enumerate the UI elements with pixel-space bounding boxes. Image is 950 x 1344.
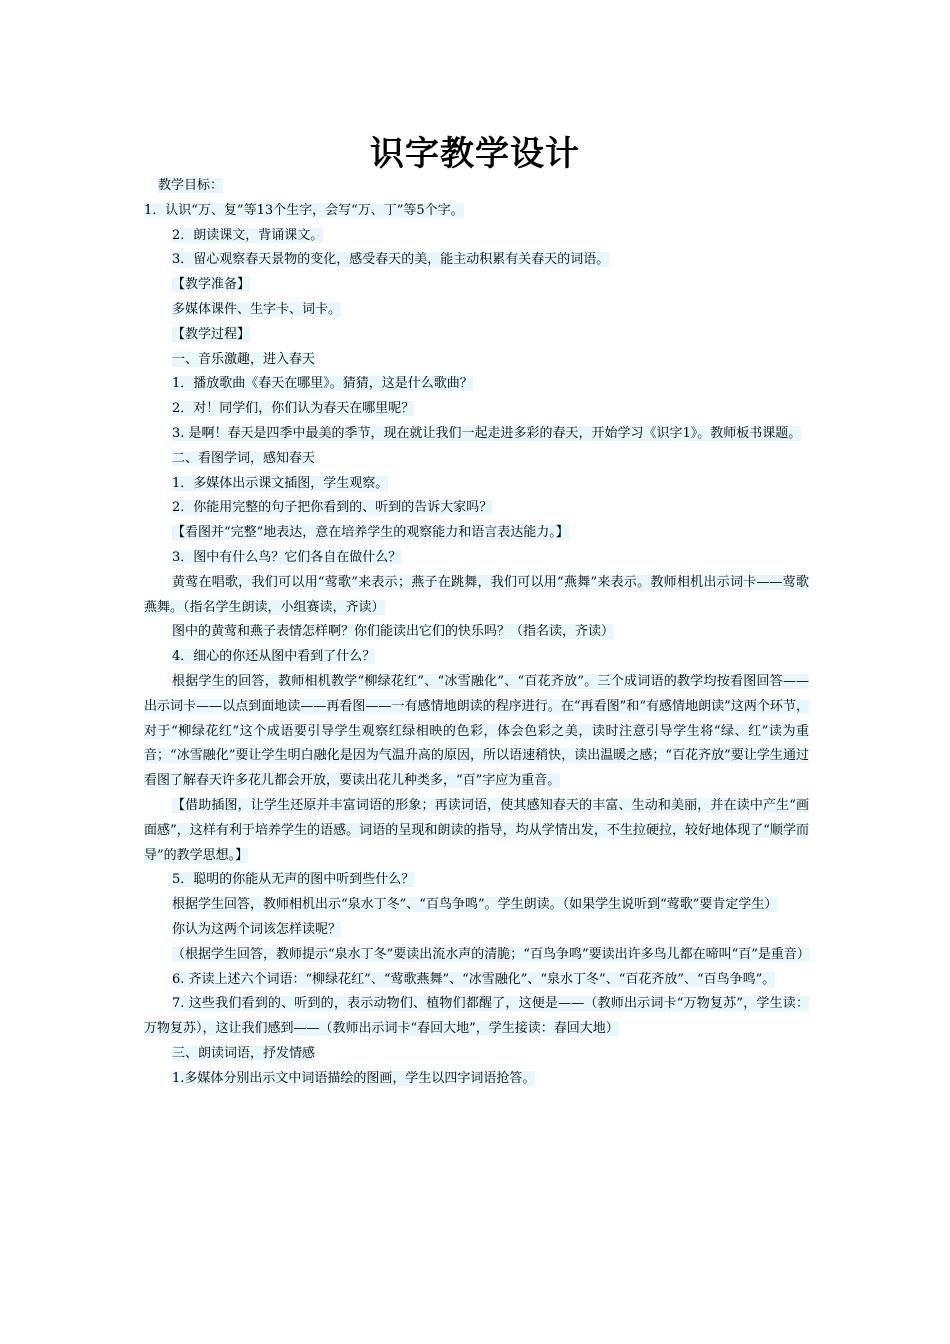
paragraph-text: 【教学过程】 <box>172 326 251 342</box>
paragraph-text: 3．图中有什么鸟？它们各自在做什么？ <box>172 549 402 565</box>
document-title: 识字教学设计 <box>370 134 580 174</box>
paragraph-text: 二、看图学词，感知春天 <box>172 450 316 466</box>
paragraph-text: 6. 齐读上述六个词语：“柳绿花红”、“莺歌燕舞”、“冰雪融化”、“泉水丁冬”、“百花齐放”、“百鸟争鸣”。 <box>172 971 776 987</box>
paragraph <box>144 397 809 422</box>
paragraph-text: 根据学生的回答，教师相机教学“柳绿花红”、“冰雪融化”、“百花齐放”。三个成词语的教学均按看图回答——出示词卡——以点到面地读——再看图——一有感情地朗读的程序进行。在“再看图”和“有感情地朗读”这两个环节，对于“柳绿花红”这个成语要引导学生观察红绿相映的色彩，体会色彩之美，读时注意引导学生将“绿、红”读为重音；“冰雪融化”要让学生明白融化是因为气温升高的原因，所以语速稍快，读出温暖之感；“百花齐放”要让学生通过看图了解春天许多花儿都会开放，要读出花儿种类多，“百”字应为重音。 <box>144 673 809 789</box>
paragraph <box>144 1042 809 1067</box>
paragraph-text: 根据学生回答，教师相机出示“泉水丁冬”、“百鸟争鸣”。学生朗读。（如果学生说听到“莺歌”要肯定学生） <box>172 897 778 913</box>
paragraph-text: 4．细心的你还从图中看到了什么？ <box>172 649 376 665</box>
paragraph-text: 【教学准备】 <box>172 277 251 293</box>
paragraph <box>144 447 809 472</box>
paragraph <box>144 943 809 968</box>
paragraph <box>144 496 809 521</box>
paragraph-text: （根据学生回答，教师提示“泉水丁冬”要读出流水声的清脆；“百鸟争鸣”要读出许多鸟儿都在啼叫“百”是重音） <box>172 946 810 962</box>
paragraph <box>144 794 809 868</box>
paragraph <box>144 422 809 447</box>
paragraph <box>144 571 809 621</box>
paragraph <box>144 1067 809 1092</box>
paragraph-text: 1．多媒体出示课文插图，学生观察。 <box>172 475 389 491</box>
paragraph-text: 三、朗读词语，抒发情感 <box>172 1045 316 1061</box>
paragraph <box>144 992 809 1042</box>
paragraph-text: 3．留心观察春天景物的变化，感受春天的美，能主动积累有关春天的词语。 <box>172 252 610 268</box>
paragraph-text: 图中的黄莺和燕子表情怎样啊？你们能读出它们的快乐吗？（指名读，齐读） <box>172 624 615 640</box>
paragraph-text: 黄莺在唱歌，我们可以用“莺歌”来表示；燕子在跳舞，我们可以用“燕舞”来表示。教师相机出示词卡——莺歌燕舞。（指名学生朗读，小组赛读，齐读） <box>144 574 809 615</box>
paragraph-text: 你认为这两个词该怎样读呢？ <box>172 921 342 937</box>
paragraph <box>144 620 809 645</box>
paragraph <box>144 645 809 670</box>
paragraph-text: 1．认识“万、复”等13个生字，会写“万、丁”等5个字。 <box>144 202 464 218</box>
paragraph <box>144 273 809 298</box>
paragraph-text: 1．播放歌曲《春天在哪里》。猜猜，这是什么歌曲？ <box>172 376 473 392</box>
paragraph <box>144 893 809 918</box>
paragraph <box>144 968 809 993</box>
paragraph <box>144 224 809 249</box>
paragraph <box>144 918 809 943</box>
paragraph-text: 【借助插图，让学生还原并丰富词语的形象；再读词语，使其感知春天的丰富、生动和美丽，并在读中产生“画面感”，这样有利于培养学生的语感。词语的呈现和朗读的指导，均从学情出发，不生拉硬拉，较好地体现了“顺学而导”的教学思想。】 <box>144 797 809 863</box>
paragraph-text: 【看图并“完整”地表达，意在培养学生的观察能力和语言表达能力。】 <box>172 525 569 541</box>
paragraph-text: 3. 是啊！春天是四季中最美的季节，现在就让我们一起走进多彩的春天，开始学习《识字1》。教师板书课题。 <box>172 425 802 441</box>
paragraph-text: 5．聪明的你能从无声的图中听到些什么？ <box>172 872 415 888</box>
paragraph-text: 2．对！同学们，你们认为春天在哪里呢？ <box>172 401 415 417</box>
paragraph <box>144 372 809 397</box>
paragraph-text: 1.多媒体分别出示文中词语描绘的图画，学生以四字词语抢答。 <box>172 1070 536 1086</box>
paragraph <box>144 472 809 497</box>
paragraph <box>144 248 809 273</box>
paragraph <box>144 546 809 571</box>
paragraph <box>144 521 809 546</box>
paragraph <box>144 174 809 199</box>
document-body <box>144 174 809 1091</box>
paragraph <box>144 868 809 893</box>
paragraph-text: 一、音乐激趣，进入春天 <box>172 351 316 367</box>
paragraph <box>144 348 809 373</box>
paragraph-text: 2．你能用完整的句子把你看到的、听到的告诉大家吗？ <box>172 500 493 516</box>
paragraph-text: 教学目标： <box>158 178 224 193</box>
paragraph-text: 多媒体课件、生字卡、词卡。 <box>172 301 342 317</box>
paragraph-text: 2．朗读课文，背诵课文。 <box>172 227 324 243</box>
paragraph <box>144 670 809 794</box>
paragraph-text: 7. 这些我们看到的、听到的，表示动物们、植物们都醒了，这便是——（教师出示词卡“万物复苏”，学生读：万物复苏），这让我们感到——（教师出示词卡“春回大地”，学生接读：春回大地） <box>144 996 809 1037</box>
paragraph <box>144 323 809 348</box>
paragraph <box>144 199 809 224</box>
paragraph <box>144 298 809 323</box>
